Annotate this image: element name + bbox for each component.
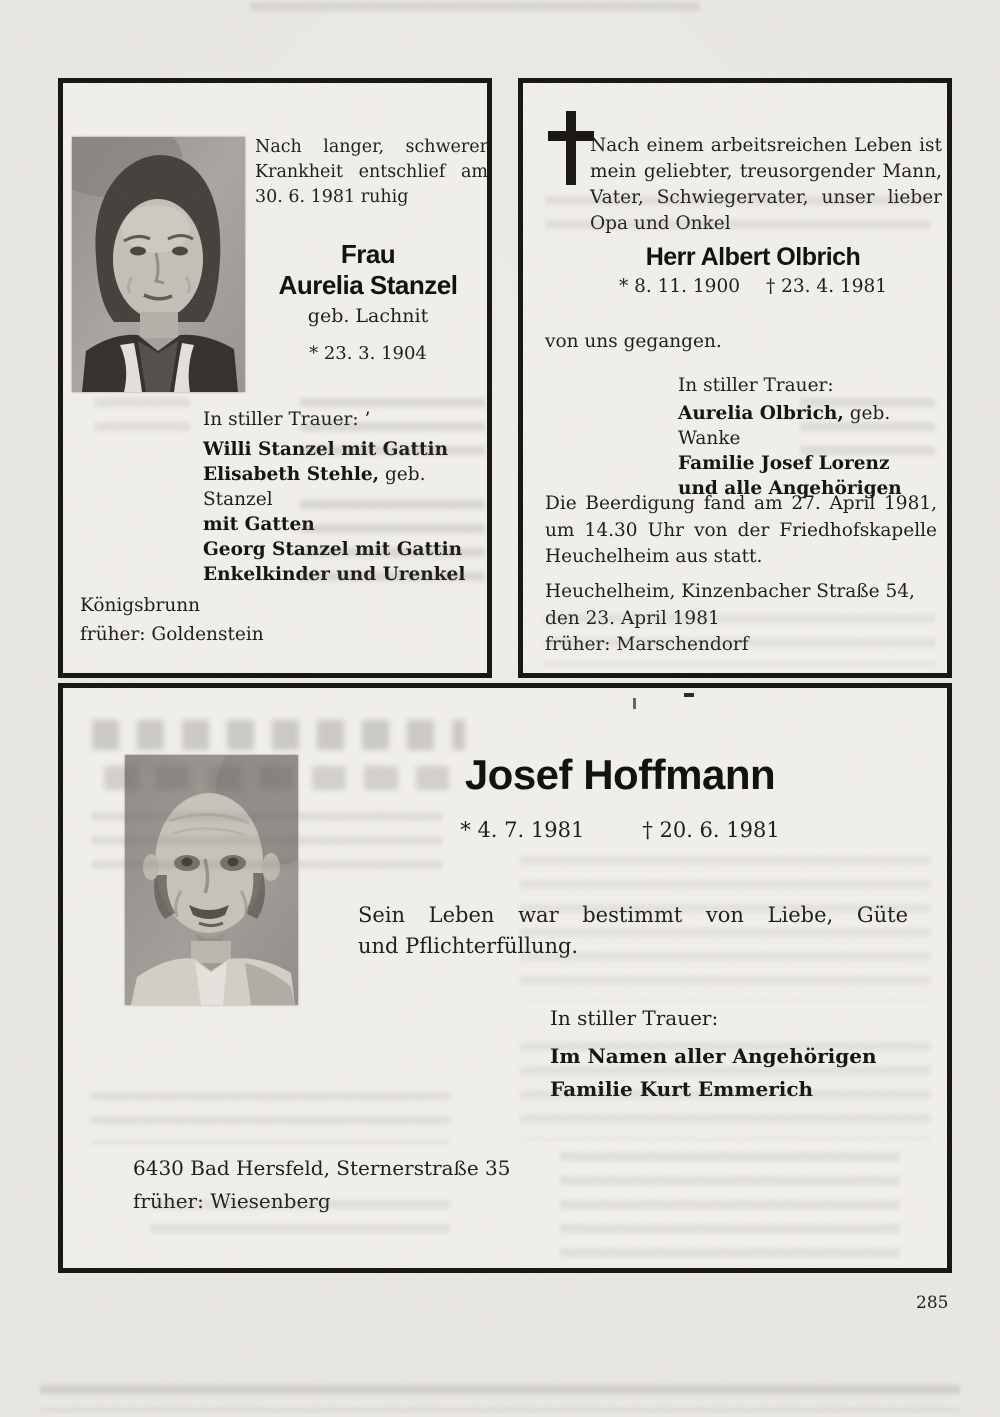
birth-date: * 23. 3. 1904 [309,343,427,364]
olbrich-mourners [678,401,953,501]
cross-icon [548,111,594,185]
hoffmann-name-block [370,750,870,842]
mourner-line: Willi Stanzel mit Gattin [203,439,449,460]
mourner-line: und alle Angehörigen [678,478,902,499]
stanzel-place-block [80,591,264,649]
stanzel-intro [255,135,488,210]
birth-date: * 8. 11. 1900 [618,276,740,297]
mourner-line: mit Gatten [203,514,315,535]
address-line: den 23. April 1981 [545,607,720,629]
olbrich-name-block [563,241,943,297]
intro-line: Nach langer, schwerer [255,137,488,157]
intro-line: 30. 6. 1981 ruhig [255,187,409,207]
mourner-line: Enkelkinder und Urenkel [203,564,466,585]
cross-horizontal-bar [548,131,594,141]
obituary-hoffmann [58,683,952,1273]
stanzel-name-block [238,239,498,364]
deceased-name: Herr Albert Olbrich [645,243,861,271]
mourner-line: Familie Josef Lorenz [678,453,890,474]
hoffmann-place-block [133,1152,511,1218]
intro-line: Krankheit entschlief am [255,162,488,182]
deceased-title: Frau [340,239,396,269]
portrait-photo-aurelia-stanzel [72,137,245,392]
mourner-name: Aurelia Olbrich, [678,403,844,424]
intro-line: Vater, Schwiegervater, unser lieber [590,187,942,208]
mourner-line: Familie Kurt Emmerich [550,1077,814,1101]
bleed-through-artifact [40,1385,960,1411]
deceased-name: Aurelia Stanzel [278,270,458,300]
intro-line: Opa und Onkel [590,213,731,234]
place: Königsbrunn [80,595,201,616]
motto-line: Sein Leben war bestimmt von Liebe, Güte [358,903,908,927]
mourner-line [678,401,953,451]
life-dates [563,276,943,297]
intro-line: mein geliebter, treusorgender Mann, [590,161,942,182]
former-residence: früher: Goldenstein [80,624,264,645]
scan-speck [633,698,636,709]
mourner-line: Georg Stanzel mit Gattin [203,539,463,560]
obituary-stanzel [58,78,492,678]
olbrich-intro [590,133,942,237]
mourning-label: In stiller Trauer: [678,375,834,396]
obituary-olbrich [518,78,952,678]
page-number: 285 [916,1293,949,1313]
closing-line: von uns gegangen. [545,331,722,352]
death-date: † 23. 4. 1981 [766,276,888,297]
life-dates [370,818,870,842]
address-line: 6430 Bad Hersfeld, Sternerstraße 35 [133,1156,511,1180]
mourning-label: In stiller Trauer: ’ [203,409,371,430]
mourner-line: Im Namen aller Angehörigen [550,1044,877,1068]
funeral-line: Die Beerdigung fand am 27. April 1981, [545,493,937,514]
death-date: † 20. 6. 1981 [642,818,780,842]
cross-vertical-bar [566,111,576,185]
former-residence: früher: Marschendorf [545,634,749,655]
stanzel-mourners [203,437,493,587]
hoffmann-mourners [550,1040,877,1106]
mourner-line [203,462,493,512]
funeral-line: um 14.30 Uhr von der Friedhofskapelle [545,519,937,541]
mourner-suffix: geb. Stanzel [203,464,426,510]
mourning-label: In stiller Trauer: [550,1006,719,1030]
former-residence: früher: Wiesenberg [133,1189,331,1213]
motto-line: und Pflichterfüllung. [358,934,579,958]
mourner-name: Elisabeth Stehle, [203,464,380,485]
birth-date: * 4. 7. 1981 [460,818,585,842]
hoffmann-motto [358,900,908,962]
portrait-photo-josef-hoffmann [125,755,298,1005]
mourner-suffix: geb. Wanke [678,403,891,449]
funeral-line: Heuchelheim aus statt. [545,546,763,567]
maiden-name: geb. Lachnit [307,305,429,327]
address-line: Heuchelheim, Kinzenbacher Straße 54, [545,581,915,602]
deceased-name: Josef Hoffmann [464,751,776,798]
olbrich-place-block [545,579,915,659]
funeral-info [545,491,937,571]
bleed-through-artifact [250,2,700,16]
scan-speck [684,693,694,697]
intro-line: Nach einem arbeitsreichen Leben ist [590,135,942,156]
